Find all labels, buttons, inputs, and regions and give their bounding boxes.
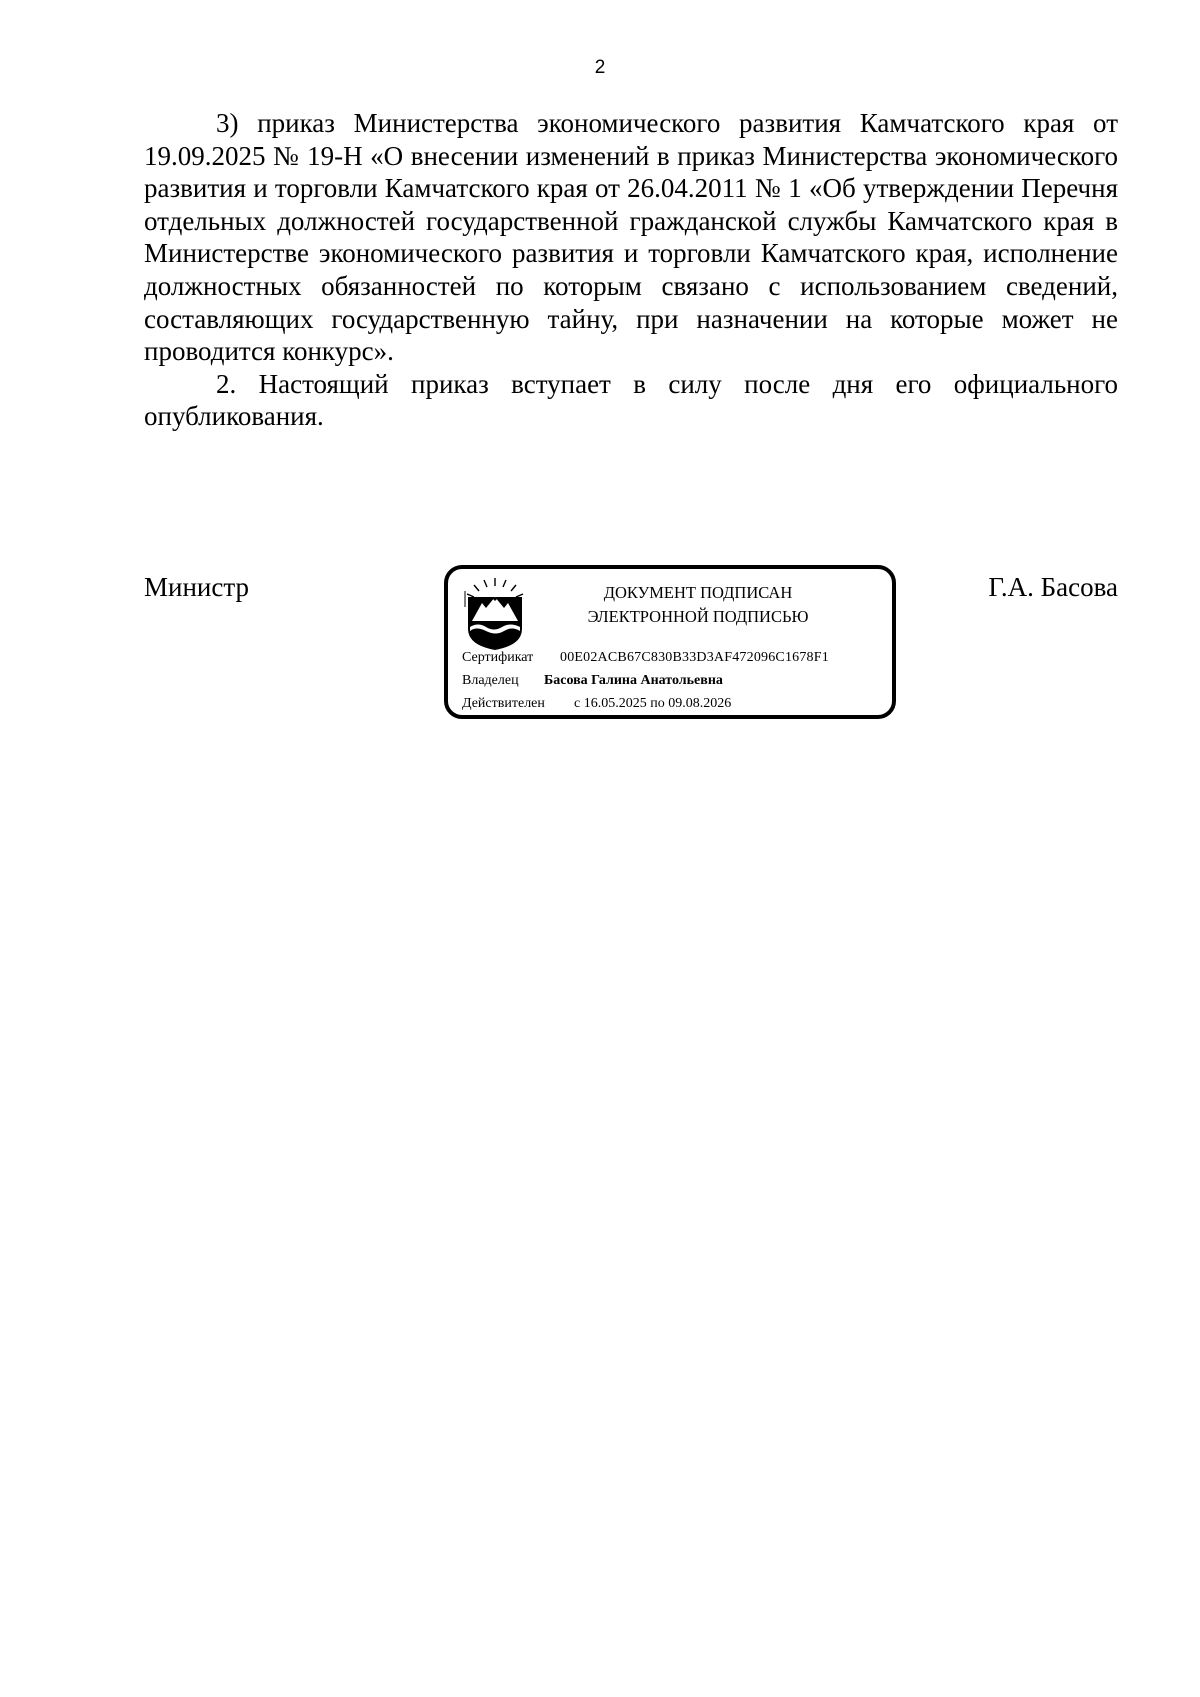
stamp-title-line-2: ЭЛЕКТРОННОЙ ПОДПИСЬЮ — [587, 607, 809, 626]
page-number: 2 — [594, 57, 606, 78]
signer-position: Министр — [144, 572, 249, 602]
document-body — [144, 107, 1118, 433]
stamp-certificate-row — [462, 649, 829, 667]
certificate-label: Сертификат — [462, 650, 534, 665]
owner-value: Басова Галина Анатольевна — [544, 673, 723, 688]
validity-value: с 16.05.2025 по 09.08.2026 — [574, 696, 732, 711]
signature-block — [144, 565, 1118, 735]
paragraph-item-3: 3) приказ Министерства экономического развития Камчатского края от 19.09.2025 № 19-Н «О внесении изменений в приказ Министерства экономического развития и торговли Камчатского края от 26.04.2011 № 1 «Об утверждении Перечня отдельных должностей государственной гражданской службы Камчатского края в Министерстве экономического развития и торговли Камчатского края, исполнение должностных обязанностей по которым связано с использованием сведений, составляющих государственную тайну, при назначении на которые может не проводится конкурс». — [144, 108, 1118, 367]
stamp-title — [548, 581, 848, 629]
certificate-value: 00E02ACB67C830B33D3AF472096C1678F1 — [560, 650, 829, 665]
stamp-title-line-1: ДОКУМЕНТ ПОДПИСАН — [603, 583, 793, 602]
owner-label: Владелец — [462, 673, 519, 688]
coat-of-arms-icon — [462, 577, 528, 651]
stamp-owner-row — [462, 672, 723, 690]
paragraph-effective-date: 2. Настоящий приказ вступает в силу после дня его официального опубликования. — [144, 368, 1118, 432]
electronic-signature-stamp — [444, 565, 896, 719]
stamp-validity-row — [462, 695, 732, 713]
signer-name: Г.А. Басова — [988, 572, 1118, 602]
validity-label: Действителен — [462, 696, 545, 711]
